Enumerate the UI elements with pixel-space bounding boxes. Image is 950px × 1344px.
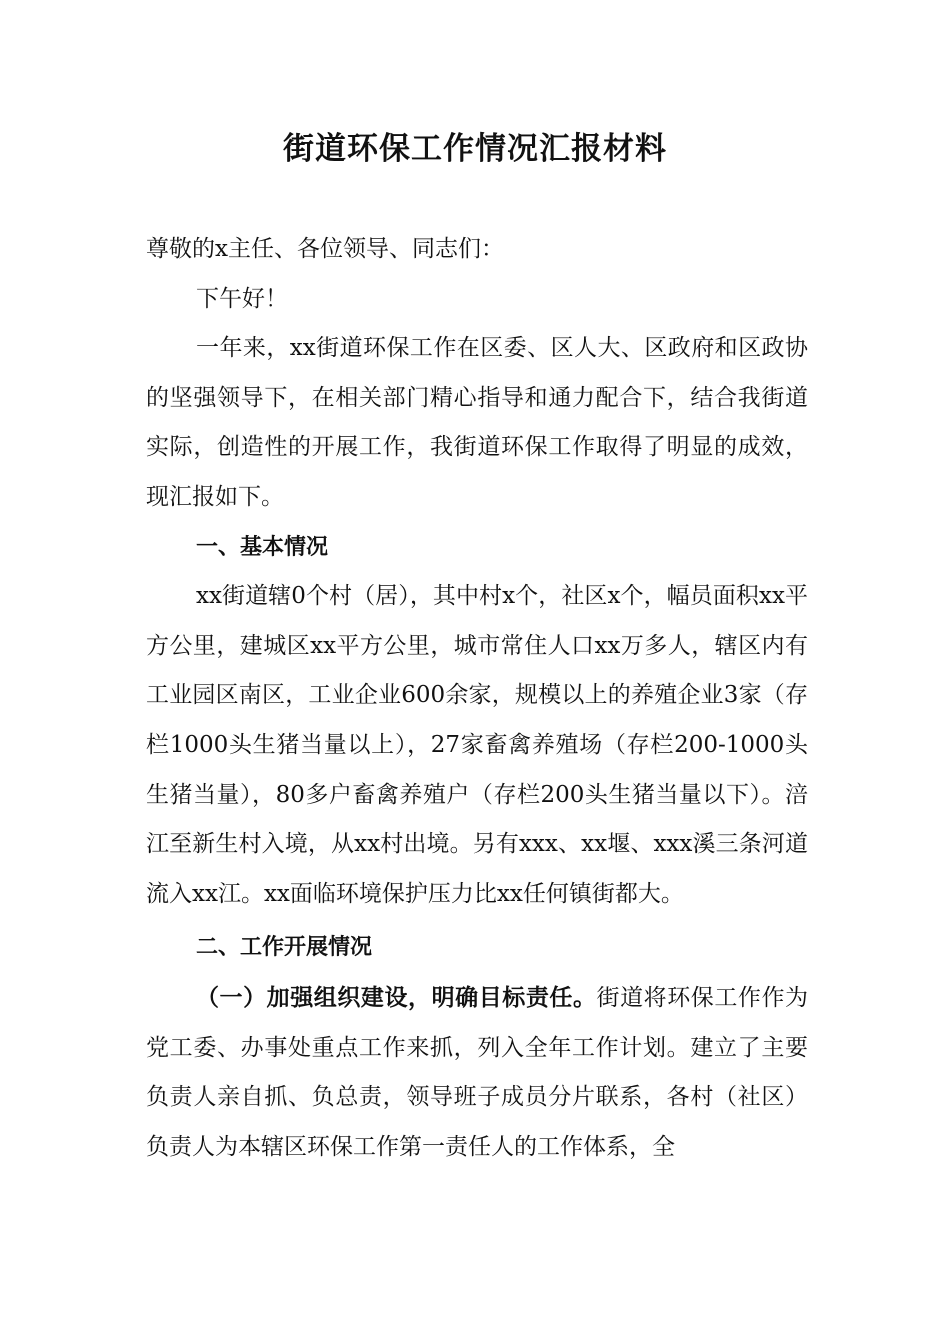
subsection-lead: （一）加强组织建设，明确目标责任。 <box>196 983 597 1011</box>
salutation: 尊敬的x主任、各位领导、同志们： <box>146 236 504 262</box>
section-heading-basic-situation: 一、基本情况 <box>196 534 329 560</box>
document-body <box>146 225 808 1172</box>
intro-paragraph: 一年来，xx街道环保工作在区委、区人大、区政府和区政协的坚强领导下，在相关部门精心指导和通力配合下，结合我街道实际，创造性的开展工作，我街道环保工作取得了明显的成效，现汇报如下。 <box>146 335 808 510</box>
greeting: 下午好！ <box>196 285 288 312</box>
work-progress-paragraph <box>146 973 808 1172</box>
work-progress-text: 街道将环保工作作为党工委、办事处重点工作来抓，列入全年工作计划。建立了主要负责人亲自抓、负总责，领导班子成员分片联系，各村（社区）负责人为本辖区环保工作第一责任人的工作体系，全 <box>146 984 809 1160</box>
section-heading-work-progress: 二、工作开展情况 <box>196 935 373 961</box>
basic-situation-paragraph: xx街道辖0个村（居），其中村x个，社区x个，幅员面积xx平方公里，建城区xx平方公里，城市常住人口xx万多人，辖区内有工业园区南区，工业企业600余家，规模以上的养殖企业3家（存栏1000头生猪当量以上），27家畜禽养殖场（存栏200-1000头生猪当量），80多户畜禽养殖户（存栏200头生猪当量以下）。涪江至新生村入境，从xx村出境。另有xxx、xx堰、xxx溪三条河道流入xx江。xx面临环境保护压力比xx任何镇街都大。 <box>146 583 808 907</box>
document-title: 街道环保工作情况汇报材料 <box>283 131 667 167</box>
